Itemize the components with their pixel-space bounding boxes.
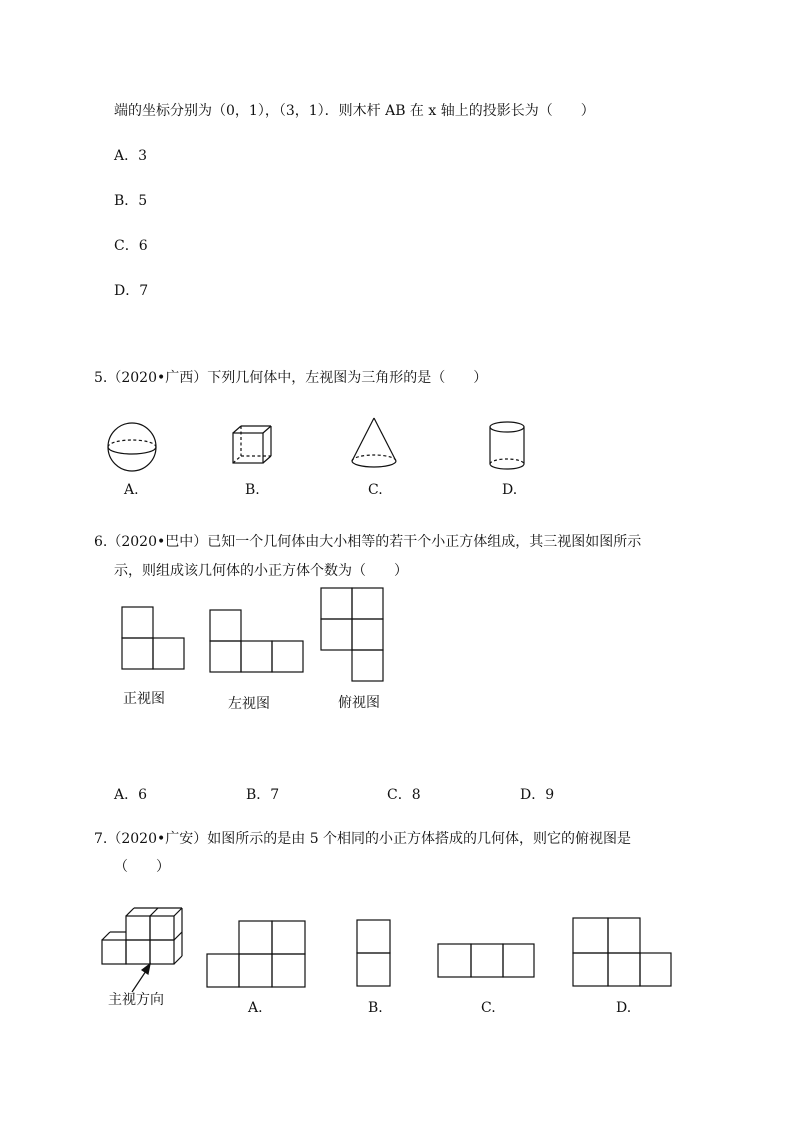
q6-stem-line2: 示，则组成该几何体的小正方体个数为（ ） [114, 563, 408, 579]
q6-option-d: D．9 [520, 787, 555, 803]
q7-answer-paren: （ ） [114, 859, 170, 875]
front-view-figure [121, 606, 187, 670]
q6-stem-line1: 6.（2020•巴中）已知一个几何体由大小相等的若干个小正方体组成，其三视图如图所示 [94, 534, 642, 550]
option-b-figure [356, 919, 392, 989]
q4-option-d: D．7 [114, 283, 149, 299]
view-direction-label: 主视方向 [108, 992, 164, 1008]
left-view-label: 左视图 [228, 696, 270, 712]
sphere-figure [104, 422, 160, 472]
q5-option-d: D. [502, 482, 518, 498]
cube-figure [231, 425, 273, 465]
left-view-figure [209, 609, 306, 673]
q4-stem-tail: 端的坐标分别为（0，1），（3，1）．则木杆 AB 在 x 轴上的投影长为（ ） [114, 103, 595, 119]
view-direction-arrow [128, 962, 158, 994]
front-view-label: 正视图 [123, 691, 165, 707]
q5-option-c: C. [368, 482, 383, 498]
q7-stem: 7.（2020•广安）如图所示的是由 5 个相同的小正方体搭成的几何体，则它的俯视图是 [94, 831, 632, 847]
option-c-figure [437, 943, 537, 979]
top-view-figure [320, 587, 386, 683]
q6-option-b: B．7 [246, 787, 280, 803]
q6-option-c: C．8 [387, 787, 421, 803]
q5-stem: 5.（2020•广西）下列几何体中，左视图为三角形的是（ ） [94, 370, 488, 386]
option-d-figure [572, 917, 674, 989]
cylinder-figure [488, 420, 528, 472]
q6-option-a: A．6 [114, 787, 148, 803]
q5-option-b: B. [245, 482, 260, 498]
q7-option-a: A. [248, 1000, 263, 1016]
q7-option-b: B. [368, 1000, 383, 1016]
top-view-label: 俯视图 [338, 695, 380, 711]
q5-option-a: A. [124, 482, 139, 498]
q7-option-c: C. [481, 1000, 496, 1016]
cone-figure [350, 417, 398, 469]
q4-option-c: C．6 [114, 238, 148, 254]
option-a-figure [206, 920, 308, 990]
q7-option-d: D. [616, 1000, 632, 1016]
q4-option-a: A．3 [114, 148, 148, 164]
q4-option-b: B．5 [114, 193, 148, 209]
